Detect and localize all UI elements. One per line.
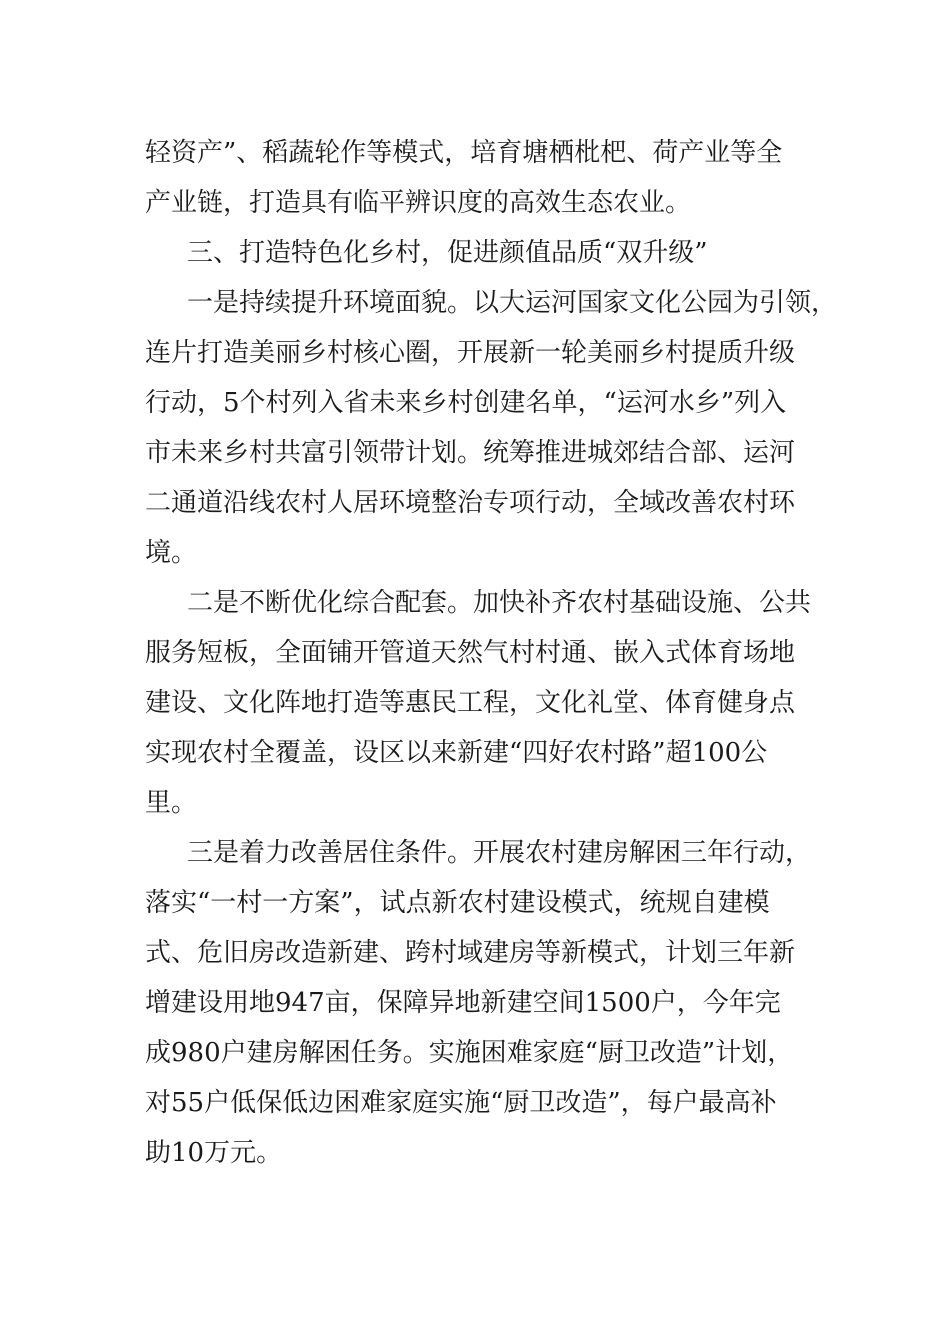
text-line-6: 行动，5个村列入省未来乡村创建名单，“运河水乡”列入: [145, 388, 787, 418]
text-line-15: 三是着力改善居住条件。开展农村建房解困三年行动，: [187, 838, 812, 868]
text-line-8: 二通道沿线农村人居环境整治专项行动，全域改善农村环: [145, 488, 796, 518]
text-line-17: 式、危旧房改造新建、跨村域建房等新模式，计划三年新: [145, 938, 796, 968]
text-line-20: 对55户低保低边困难家庭实施“厨卫改造”，每户最高补: [145, 1088, 777, 1118]
text-line-2: 产业链，打造具有临平辨识度的高效生态农业。: [145, 188, 692, 218]
text-line-13: 实现农村全覆盖，设区以来新建“四好农村路”超100公: [145, 738, 768, 768]
text-line-12: 建设、文化阵地打造等惠民工程，文化礼堂、体育健身点: [145, 688, 796, 718]
text-line-1: 轻资产”、稻蔬轮作等模式，培育塘栖枇杷、荷产业等全: [145, 138, 783, 168]
text-line-21: 助10万元。: [145, 1138, 283, 1168]
text-line-16: 落实“一村一方案”，试点新农村建设模式，统规自建模: [145, 888, 770, 918]
text-line-9: 境。: [145, 538, 198, 568]
text-line-4: 一是持续提升环境面貌。以大运河国家文化公园为引领，: [187, 288, 838, 318]
text-line-19: 成980户建房解困任务。实施困难家庭“厨卫改造”计划，: [145, 1038, 794, 1068]
text-line-5: 连片打造美丽乡村核心圈，开展新一轮美丽乡村提质升级: [145, 338, 796, 368]
text-line-7: 市未来乡村共富引领带计划。统筹推进城郊结合部、运河: [145, 438, 796, 468]
text-line-14: 里。: [145, 788, 198, 818]
section-heading: 三、打造特色化乡村，促进颜值品质“双升级”: [187, 238, 708, 268]
text-line-10: 二是不断优化综合配套。加快补齐农村基础设施、公共: [187, 588, 812, 618]
text-line-11: 服务短板，全面铺开管道天然气村村通、嵌入式体育场地: [145, 638, 796, 668]
text-line-18: 增建设用地947亩，保障异地新建空间1500户，今年完: [145, 988, 781, 1018]
